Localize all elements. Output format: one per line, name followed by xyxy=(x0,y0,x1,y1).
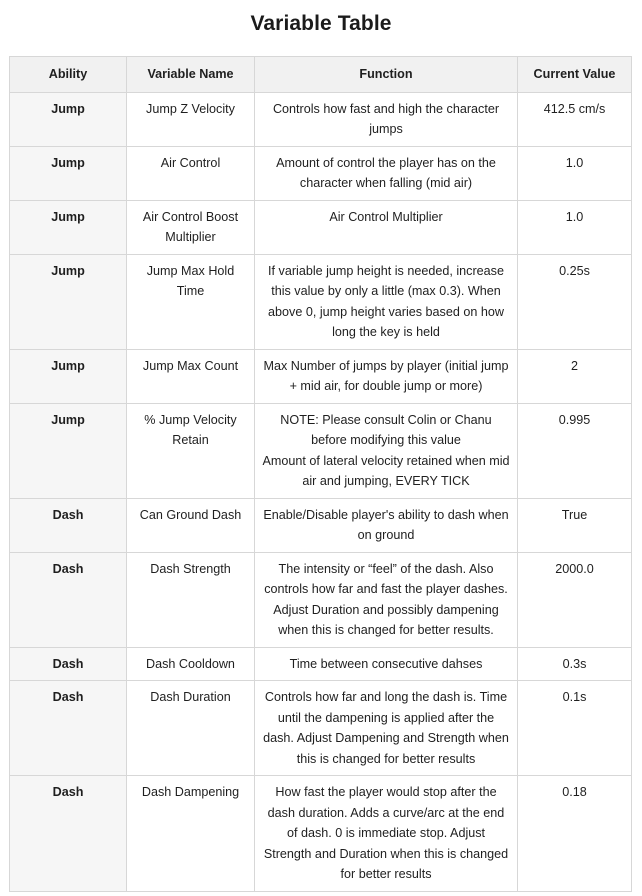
ability-cell: Dash xyxy=(10,681,127,776)
page-title: Variable Table xyxy=(250,12,392,35)
ability-cell: Dash xyxy=(10,776,127,892)
variable-name-cell: Air Control Boost Multiplier xyxy=(127,200,255,254)
current-value-cell: 0.995 xyxy=(518,403,632,498)
function-text: Amount of control the player has on the character when falling (mid air) xyxy=(276,155,496,190)
function-text: If variable jump height is needed, increase this value by only a little (max 0.3). When above 0, jump height varies based on how long the key is held xyxy=(268,263,504,339)
variable-name-cell: Dash Dampening xyxy=(127,776,255,892)
table-body xyxy=(10,92,632,891)
header-current-value: Current Value xyxy=(518,57,632,93)
ability-cell: Jump xyxy=(10,200,127,254)
current-value-cell: 2000.0 xyxy=(518,552,632,647)
table-row xyxy=(10,200,632,254)
function-cell xyxy=(255,92,518,146)
ability-cell: Jump xyxy=(10,92,127,146)
table-row xyxy=(10,349,632,403)
function-cell xyxy=(255,498,518,552)
current-value-cell: 0.18 xyxy=(518,776,632,892)
table-row xyxy=(10,146,632,200)
function-text: Amount of lateral velocity retained when mid air and jumping, EVERY TICK xyxy=(262,453,510,488)
function-cell xyxy=(255,776,518,892)
current-value-cell: 412.5 cm/s xyxy=(518,92,632,146)
current-value-cell: 0.3s xyxy=(518,647,632,681)
header-function: Function xyxy=(255,57,518,93)
header-row xyxy=(10,57,632,93)
variable-name-cell: Air Control xyxy=(127,146,255,200)
variable-name-cell: Can Ground Dash xyxy=(127,498,255,552)
table-row xyxy=(10,92,632,146)
current-value-cell: 0.25s xyxy=(518,254,632,349)
ability-cell: Jump xyxy=(10,349,127,403)
function-text: The intensity or “feel” of the dash. Also controls how far and fast the player dashes. Adjust Duration and possibly dampening when this is changed for better results. xyxy=(264,561,508,637)
current-value-cell: 2 xyxy=(518,349,632,403)
variable-name-cell: Jump Max Count xyxy=(127,349,255,403)
function-cell xyxy=(255,254,518,349)
ability-cell: Dash xyxy=(10,498,127,552)
table-row xyxy=(10,498,632,552)
variable-name-cell: Jump Max Hold Time xyxy=(127,254,255,349)
table-row xyxy=(10,681,632,776)
function-text: Controls how fast and high the character jumps xyxy=(272,101,500,136)
table-row xyxy=(10,647,632,681)
ability-cell: Dash xyxy=(10,552,127,647)
ability-cell: Jump xyxy=(10,146,127,200)
function-text: Time between consecutive dahses xyxy=(289,656,483,671)
variable-name-cell: Jump Z Velocity xyxy=(127,92,255,146)
function-cell xyxy=(255,552,518,647)
function-cell xyxy=(255,349,518,403)
current-value-cell: True xyxy=(518,498,632,552)
function-cell xyxy=(255,200,518,254)
function-text: Air Control Multiplier xyxy=(329,209,443,224)
function-text: How fast the player would stop after the dash duration. Adds a curve/arc at the end of dash. 0 is immediate stop. Adjust Strength and Duration when this is changed for better results xyxy=(263,785,509,881)
ability-cell: Dash xyxy=(10,647,127,681)
variable-name-cell: Dash Strength xyxy=(127,552,255,647)
current-value-cell: 0.1s xyxy=(518,681,632,776)
table-row xyxy=(10,254,632,349)
header-ability: Ability xyxy=(10,57,127,93)
function-text: Enable/Disable player's ability to dash when on ground xyxy=(263,507,509,542)
function-text: Max Number of jumps by player (initial jump + mid air, for double jump or more) xyxy=(263,358,509,393)
table-row xyxy=(10,776,632,892)
table-row xyxy=(10,403,632,498)
table-header xyxy=(10,57,632,93)
current-value-cell: 1.0 xyxy=(518,146,632,200)
table-row xyxy=(10,552,632,647)
ability-cell: Jump xyxy=(10,403,127,498)
header-variable-name: Variable Name xyxy=(127,57,255,93)
function-cell xyxy=(255,403,518,498)
ability-cell: Jump xyxy=(10,254,127,349)
function-cell xyxy=(255,647,518,681)
function-cell xyxy=(255,146,518,200)
current-value-cell: 1.0 xyxy=(518,200,632,254)
variable-name-cell: % Jump Velocity Retain xyxy=(127,403,255,498)
function-text: NOTE: Please consult Colin or Chanu before modifying this value xyxy=(280,412,492,447)
function-text: Controls how far and long the dash is. Time until the dampening is applied after the dash. Adjust Dampening and Strength when this is changed for better results xyxy=(263,690,509,766)
variable-name-cell: Dash Cooldown xyxy=(127,647,255,681)
function-cell xyxy=(255,681,518,776)
variable-name-cell: Dash Duration xyxy=(127,681,255,776)
variable-table xyxy=(9,56,632,892)
